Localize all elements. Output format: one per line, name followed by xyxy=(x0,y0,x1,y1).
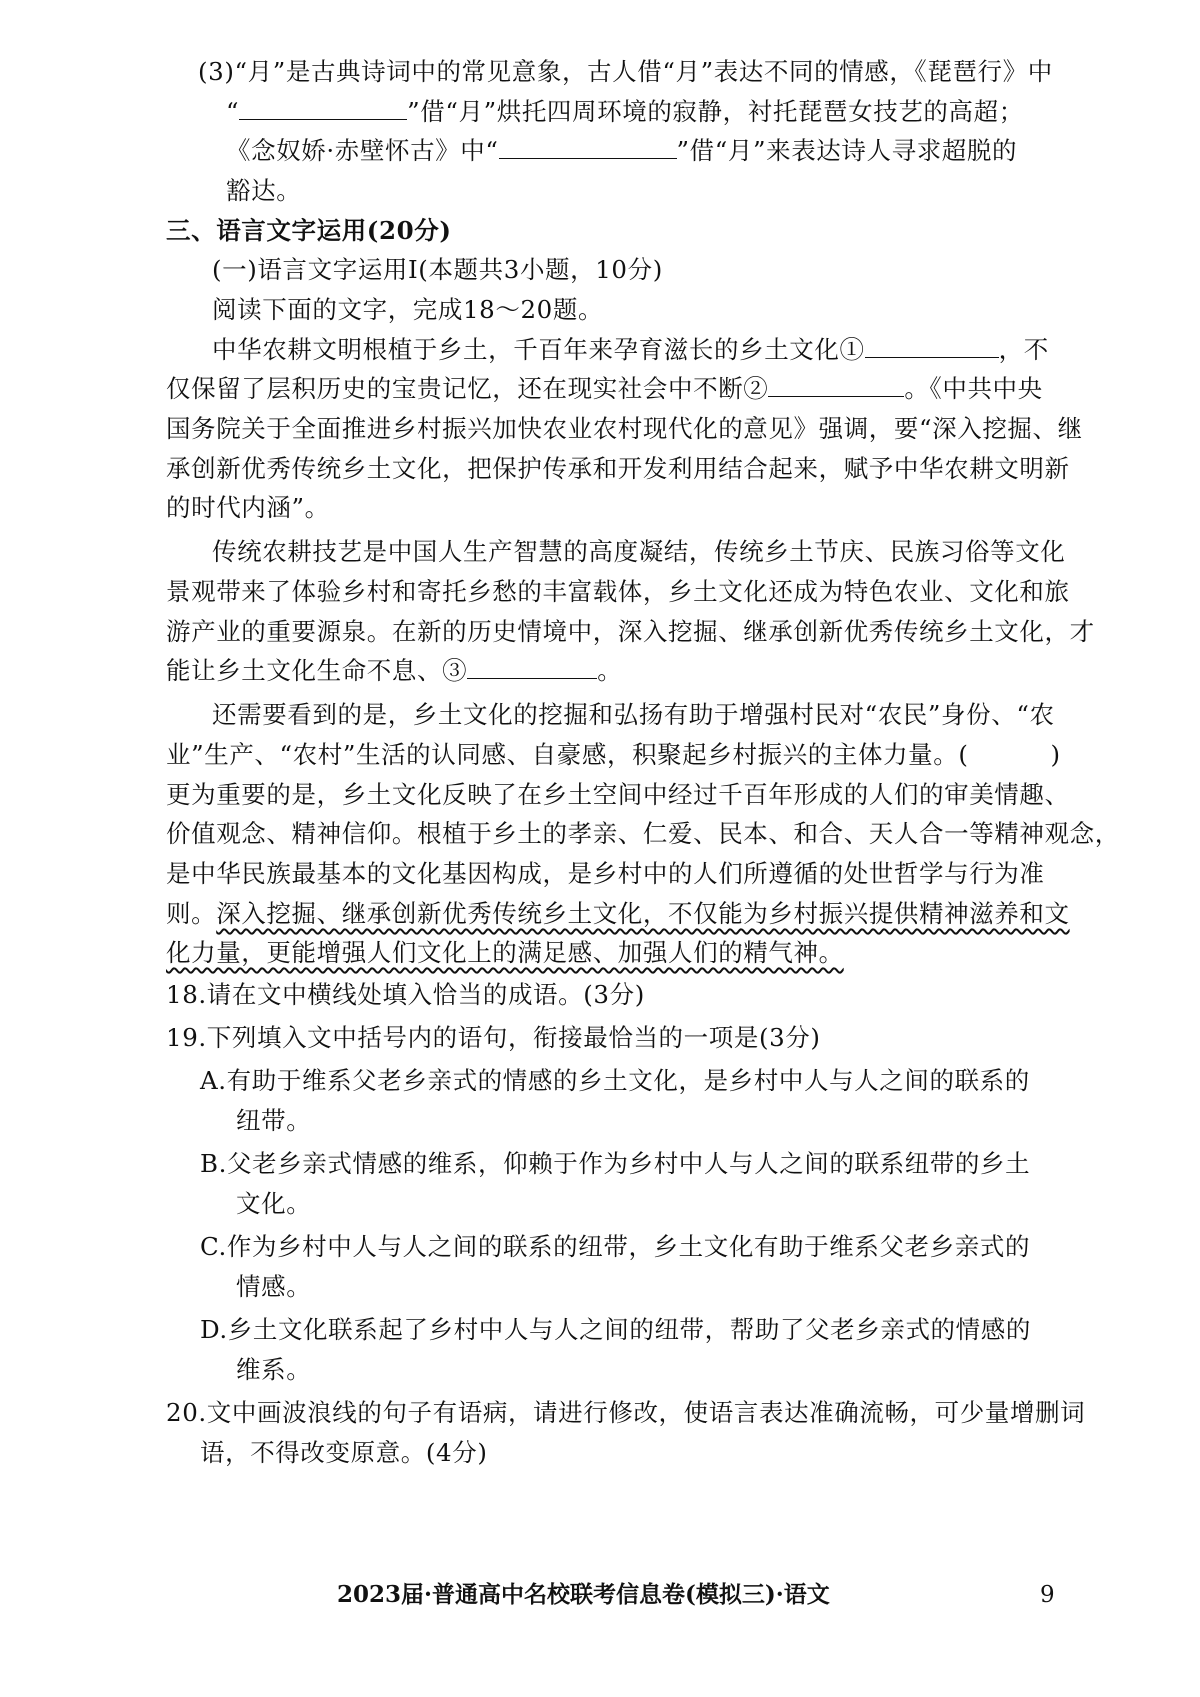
passage-line: 更为重要的是，乡土文化反映了在乡土空间中经过千百年形成的人们的审美情趣、 xyxy=(166,780,1070,809)
section-title: 三、语言文字运用(20分) xyxy=(166,216,452,245)
passage-line: 是中华民族最基本的文化基因构成，是乡村中的人们所遵循的处世哲学与行为准 xyxy=(166,859,1045,888)
passage-text: 仅保留了层积历史的宝贵记忆，还在现实社会中不断② xyxy=(166,374,769,403)
q17-3-line3-text: 《念奴娇·赤壁怀古》中“ xyxy=(226,136,499,165)
wavy-underlined-sentence: 化力量，更能增强人们文化上的满足感、加强人们的精气神。 xyxy=(166,938,844,967)
passage-text: 能让乡土文化生命不息、③ xyxy=(166,656,468,685)
passage-line xyxy=(166,735,1061,775)
passage-line: 的时代内涵”。 xyxy=(166,493,330,522)
q17-3-line2-text: ”借“月”烘托四周环境的寂静，衬托琵琶女技艺的高超； xyxy=(407,97,1024,126)
option-c-cont: 情感。 xyxy=(236,1272,312,1301)
passage-text: 业”生产、“农村”生活的认同感、自豪感，积聚起乡村振兴的主体力量。( xyxy=(166,740,969,769)
option-b[interactable]: B.父老乡亲式情感的维系，仰赖于作为乡村中人与人之间的联系纽带的乡土 xyxy=(200,1149,1031,1178)
question-20: 20.文中画波浪线的句子有语病，请进行修改，使语言表达准确流畅，可少量增删词 xyxy=(166,1398,1086,1427)
quote-open: “ xyxy=(226,97,240,126)
answer-blank-2[interactable] xyxy=(499,134,677,159)
passage-line: 承创新优秀传统乡土文化，把保护传承和开发利用结合起来，赋予中华农耕文明新 xyxy=(166,454,1070,483)
wavy-underlined-sentence: 深入挖掘、继承创新优秀传统乡土文化，不仅能为乡村振兴提供精神滋养和文 xyxy=(216,899,1070,928)
answer-blank-1[interactable] xyxy=(239,95,407,120)
passage-text: ，不 xyxy=(998,335,1049,364)
passage-text: ) xyxy=(1050,740,1061,769)
option-d-cont: 维系。 xyxy=(236,1355,312,1384)
section-subtitle: (一)语言文字运用Ⅰ(本题共3小题，10分) xyxy=(212,255,663,284)
option-c[interactable]: C.作为乡村中人与人之间的联系的纽带，乡土文化有助于维系父老乡亲式的 xyxy=(200,1232,1031,1261)
passage-text: 中华农耕文明根植于乡土，千百年来孕育滋长的乡土文化① xyxy=(212,335,865,364)
answer-blank-4[interactable] xyxy=(768,372,904,397)
passage-line: 游产业的重要源泉。在新的历史情境中，深入挖掘、继承创新优秀传统乡土文化，才 xyxy=(166,617,1095,646)
q17-3-line3-end: ”借“月”来表达诗人寻求超脱的 xyxy=(676,136,1018,165)
passage-line: 传统农耕技艺是中国人生产智慧的高度凝结，传统乡土节庆、民族习俗等文化 xyxy=(212,537,1066,566)
question-18: 18.请在文中横线处填入恰当的成语。(3分) xyxy=(166,980,645,1009)
passage-line xyxy=(166,933,844,973)
footer-title: 2023届·普通高中名校联考信息卷(模拟三)·语文 xyxy=(337,1581,830,1608)
option-d[interactable]: D.乡土文化联系起了乡村中人与人之间的纽带，帮助了父老乡亲式的情感的 xyxy=(200,1315,1031,1344)
option-b-cont: 文化。 xyxy=(236,1189,312,1218)
page-number: 9 xyxy=(1040,1582,1055,1608)
q17-3-line2 xyxy=(226,92,1024,132)
question-19: 19.下列填入文中括号内的语句，衔接最恰当的一项是(3分) xyxy=(166,1023,821,1052)
question-20-cont: 语，不得改变原意。(4分) xyxy=(200,1438,488,1467)
passage-text: 。《中共中央 xyxy=(904,374,1043,403)
passage-line xyxy=(212,330,1049,370)
q17-3-line4: 豁达。 xyxy=(226,176,302,205)
q17-3-line3 xyxy=(226,131,1017,171)
passage-line xyxy=(166,369,1043,409)
passage-line xyxy=(166,894,1070,934)
answer-blank-3[interactable] xyxy=(865,333,999,358)
passage-line xyxy=(166,651,622,691)
passage-line: 还需要看到的是，乡土文化的挖掘和弘扬有助于增强村民对“农民”身份、“农 xyxy=(212,700,1055,729)
passage-line: 国务院关于全面推进乡村振兴加快农业农村现代化的意见》强调，要“深入挖掘、继 xyxy=(166,414,1083,443)
passage-line: 景观带来了体验乡村和寄托乡愁的丰富载体，乡土文化还成为特色农业、文化和旅 xyxy=(166,577,1070,606)
option-a-cont: 纽带。 xyxy=(236,1106,312,1135)
answer-blank-5[interactable] xyxy=(467,654,597,679)
q17-3-line1: (3)“月”是古典诗词中的常见意象，古人借“月”表达不同的情感，《琵琶行》中 xyxy=(198,57,1053,86)
passage-line: 价值观念、精神信仰。根植于乡土的孝亲、仁爱、民本、和合、天人合一等精神观念， xyxy=(166,819,1120,848)
passage-text: 。 xyxy=(597,656,623,685)
passage-text: 则。 xyxy=(166,899,217,928)
option-a[interactable]: A.有助于维系父老乡亲式的情感的乡土文化，是乡村中人与人之间的联系的 xyxy=(200,1066,1030,1095)
reading-instruction: 阅读下面的文字，完成18～20题。 xyxy=(212,295,604,324)
